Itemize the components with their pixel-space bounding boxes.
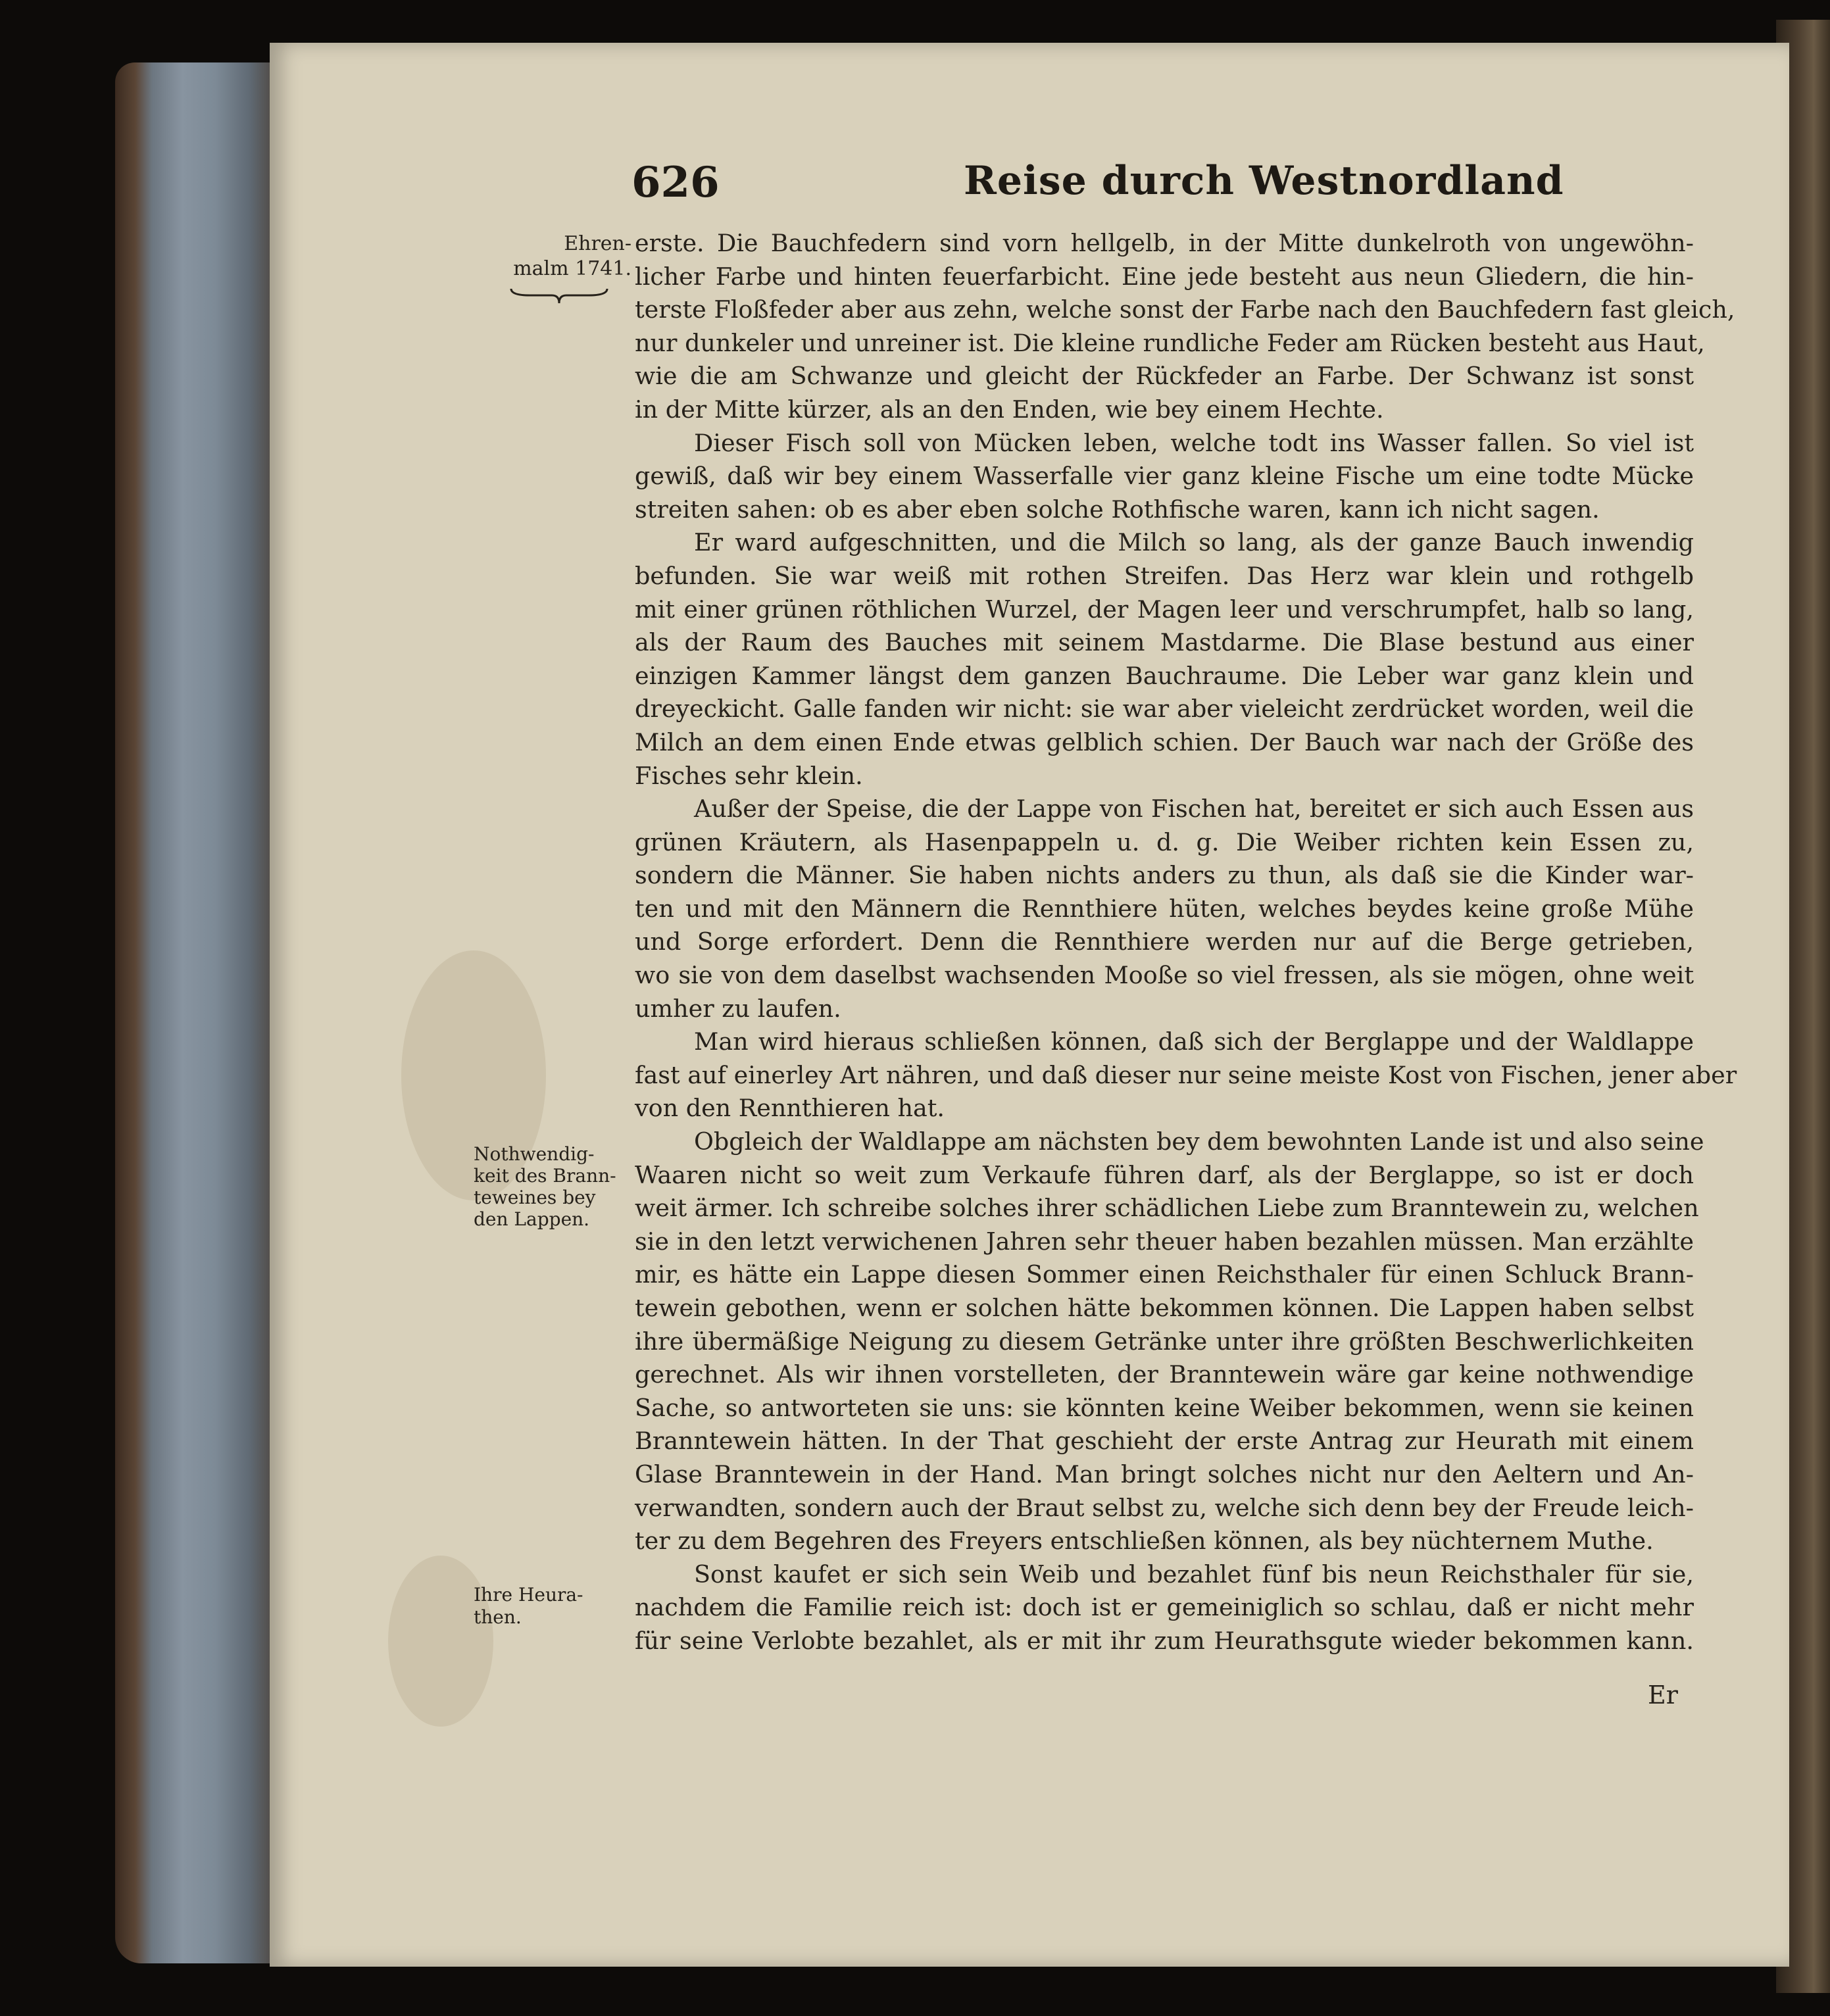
text-line: sie in den letzt verwichenen Jahren sehr theuer haben bezahlen müssen. Man erzählte [635,1227,1694,1256]
text-line: grünen Kräutern, als Hasenpappeln u. d. g. Die Weiber richten kein Essen zu, [635,827,1694,856]
text-line: Fisches sehr klein. [635,761,863,790]
text-line: Glase Branntewein in der Hand. Man bringt solches nicht nur den Aeltern und An- [635,1460,1694,1488]
text-line: für seine Verlobte bezahlet, als er mit ihr zum Heurathsgute wieder bekommen kann. [635,1626,1694,1655]
margin-note-line: malm 1741. [513,257,631,280]
text-line: wo sie von dem daselbst wachsenden Mooße so viel fressen, als sie mögen, ohne weit [635,961,1694,990]
text-line: fast auf einerley Art nähren, und daß dieser nur seine meiste Kost von Fischen, jener aber [635,1060,1737,1089]
text-line: mir, es hätte ein Lappe diesen Sommer einen Reichsthaler für einen Schluck Brann- [635,1260,1694,1289]
text-line: Dieser Fisch soll von Mücken leben, welche todt ins Wasser fallen. So viel ist [694,428,1694,457]
text-line: tewein gebothen, wenn er solchen hätte bekommen können. Die Lappen haben selbst [635,1294,1694,1322]
catchword: Er [1648,1681,1678,1709]
text-line: Man wird hieraus schließen können, daß sich der Berglappe und der Waldlappe [694,1027,1694,1056]
text-line: gerechnet. Als wir ihnen vorstelleten, der Branntewein wäre gar keine nothwendige [635,1360,1694,1389]
page-header [631,158,1750,217]
text-line: von den Rennthieren hat. [635,1094,945,1123]
text-line: nur dunkeler und unreiner ist. Die kleine rundliche Feder am Rücken besteht aus Haut, [635,328,1705,357]
text-line: ter zu dem Begehren des Freyers entschließen können, als bey nüchternem Muthe. [635,1527,1654,1556]
text-line: Obgleich der Waldlappe am nächsten bey dem bewohnten Lande ist und also seine [694,1127,1704,1156]
page-stain [388,1556,493,1727]
margin-note-line: then. [474,1606,522,1628]
text-line: dreyeckicht. Galle fanden wir nicht: sie war aber vieleicht zerdrücket worden, weil die [635,695,1694,724]
margin-note-date [460,232,631,282]
text-line: ten und mit den Männern die Rennthiere hüten, welches beydes keine große Mühe [635,894,1694,923]
text-line: Milch an dem einen Ende etwas gelblich schien. Der Bauch war nach der Größe des [635,727,1694,756]
book-edge [115,62,283,1963]
text-line: als der Raum des Bauches mit seinem Mastdarme. Die Blase bestund aus einer [635,628,1694,657]
text-line: terste Floßfeder aber aus zehn, welche sonst der Farbe nach den Bauchfedern fast gleich, [635,295,1735,324]
text-line: und Sorge erfordert. Denn die Rennthiere werden nur auf die Berge getrieben, [635,927,1694,956]
text-line: licher Farbe und hinten feuerfarbicht. Eine jede besteht aus neun Gliedern, die hin- [635,262,1694,291]
text-line: Waaren nicht so weit zum Verkaufe führen darf, als der Berglappe, so ist er doch [635,1160,1694,1189]
text-line: streiten sahen: ob es aber eben solche Rothfische waren, kann ich nicht sagen. [635,495,1600,524]
margin-note-necessity [474,1143,638,1230]
page-number: 626 [631,158,720,207]
text-line: gewiß, daß wir bey einem Wasserfalle vier ganz kleine Fische um eine todte Mücke [635,462,1694,491]
body-text [635,227,1737,1658]
margin-note-line: teweines bey [474,1187,596,1208]
text-line: Sonst kaufet er sich sein Weib und bezahlet fünf bis neun Reichsthaler für sie, [694,1560,1694,1588]
text-line: wie die am Schwanze und gleicht der Rückfeder an Farbe. Der Schwanz ist sonst [635,362,1694,391]
text-line: verwandten, sondern auch der Braut selbst zu, welche sich denn bey der Freude leich- [635,1493,1694,1522]
margin-note-line: Ihre Heura- [474,1584,583,1606]
text-line: ihre übermäßige Neigung zu diesem Getränke unter ihre größten Beschwerlichkeiten [635,1327,1694,1356]
margin-note-marriage [474,1584,625,1629]
text-line: weit ärmer. Ich schreibe solches ihrer schädlichen Liebe zum Branntewein zu, welchen [635,1194,1699,1223]
text-line: mit einer grünen röthlichen Wurzel, der Magen leer und verschrumpfet, halb so lang, [635,595,1694,624]
running-head: Reise durch Westnordland [964,158,1564,204]
margin-note-line: Ehren- [564,232,631,255]
text-line: sondern die Männer. Sie haben nichts anders zu thun, als daß sie die Kinder war- [635,861,1694,890]
text-line: Sache, so antworteten sie uns: sie könnten keine Weiber bekommen, wenn sie keinen [635,1393,1694,1422]
text-line: umher zu laufen. [635,994,841,1023]
text-line: Er ward aufgeschnitten, und die Milch so lang, als der ganze Bauch inwendig [694,528,1694,557]
text-line: erste. Die Bauchfedern sind vorn hellgelb, in der Mitte dunkelroth von ungewöhn- [635,229,1694,257]
margin-note-line: den Lappen. [474,1208,590,1230]
margin-note-line: Nothwendig- [474,1143,595,1165]
text-line: Außer der Speise, die der Lappe von Fischen hat, bereitet er sich auch Essen aus [694,795,1694,824]
text-line: Branntewein hätten. In der That geschieht der erste Antrag zur Heurath mit einem [635,1427,1694,1456]
text-line: befunden. Sie war weiß mit rothen Streifen. Das Herz war klein und rothgelb [635,561,1694,590]
text-line: einzigen Kammer längst dem ganzen Bauchraume. Die Leber war ganz klein und [635,661,1694,690]
margin-note-line: keit des Brann- [474,1165,616,1187]
text-line: in der Mitte kürzer, als an den Enden, wie bey einem Hechte. [635,395,1384,424]
text-line: nachdem die Familie reich ist: doch ist er gemeiniglich so schlau, daß er nicht mehr [635,1593,1694,1622]
brace-icon [510,286,608,305]
